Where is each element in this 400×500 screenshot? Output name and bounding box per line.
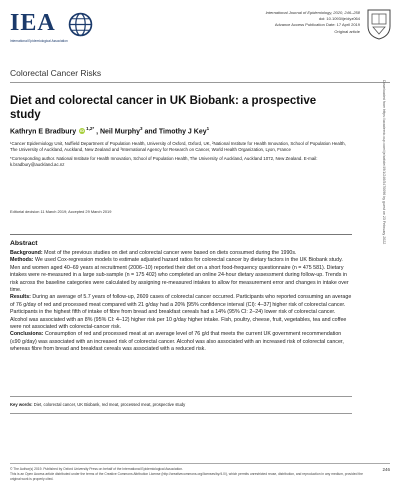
license-notice: This is an Open Access article distributed under the terms of the Creative Commons Attribution License (http://creativecommons.org/licenses/by/4.0/), which permits unrestricted reuse, distribution, and reproduction in any medium, provided the original work is properly cited. — [10, 471, 363, 481]
orcid-icon[interactable]: iD — [80, 128, 85, 134]
divider — [10, 82, 390, 83]
corresponding-marker: * — [92, 126, 95, 131]
abstract-label: Methods: — [10, 257, 34, 264]
divider — [10, 396, 352, 397]
page-footer — [10, 467, 370, 481]
abstract-label: Results: — [10, 294, 31, 301]
keywords-text: Diet, colorectal cancer, UK Biobank, red meat, processed meat, prospective study — [33, 402, 186, 407]
article-type: Original article — [334, 28, 360, 34]
download-note: Downloaded from https://academic.oup.com/ije/article/49/1/246/5470096 by guest on 23 February 2022 — [382, 80, 386, 245]
divider — [10, 234, 352, 235]
divider — [10, 413, 352, 414]
page-header — [10, 8, 390, 50]
author-separator: and — [144, 128, 159, 136]
abstract-text: Consumption of red and processed meat at an average level of 76 g/d that meets the current UK government recommendation (≤90 g/day) was associated with an increased risk of colorectal cancer. Alcohol was also associated with an increased risk of colorectal cancer, whereas fibre from bread and breakfast cereals was associated with a reduced risk. — [10, 331, 344, 353]
affiliation-text: ¹Cancer Epidemiology Unit, Nuffield Department of Population Health, University of Oxford, Oxford, UK, ²National Institute for Health Innovation, School of Population Health, The University of Auckland, Auckland, New Zealand and ³International Agency for Research on Cancer, World Health Organization, Lyon, France — [10, 141, 346, 153]
abstract-methods — [10, 257, 352, 294]
abstract-text: During an average of 5.7 years of follow-up, 2609 cases of colorectal cancer occurred. Participants who reported consuming an average of 76 g/day of red and processed meat compared with 21 g/day had a 20% [95% confidence interval (CI): 4–37] higher risk of colorectal cancer. Participants in the highest fifth of intake of fibre from bread and breakfast cereals had a 14% (95% CI: 2–24) lower risk of colorectal cancer. Alcohol was associated with an 8% (95% CI: 4–12) higher risk per 10 g/day higher intake. Fish, poultry, cheese, fruit, vegetables, tea and coffee were not associated with colorectal-cancer risk. — [10, 294, 352, 331]
iea-logo — [10, 10, 120, 48]
logo-subtext: International Epidemiological Association — [10, 39, 68, 43]
author-name[interactable]: Neil Murphy — [99, 128, 141, 136]
journal-name: International Journal of Epidemiology, 2020, 246–258 — [265, 10, 360, 15]
doi-link[interactable]: doi: 10.1093/ije/dyz064 — [318, 16, 360, 22]
publication-date: Advance Access Publication Date: 17 April 2019 — [274, 22, 360, 28]
affiliation-marker: 1 — [206, 126, 210, 131]
section-label: Colorectal Cancer Risks — [10, 68, 102, 78]
copyright-notice: © The Author(s) 2019. Published by Oxford University Press on behalf of the International Epidemiological Association. — [10, 467, 183, 471]
keywords — [10, 402, 352, 407]
abstract-text: We used Cox-regression models to estimate adjusted hazard ratios for colorectal cancer by dietary factors in the UK Biobank study. Men and women aged 40–69 years at recruitment (2006–10) reported their diet on a short food-frequency questionnaire (n = 475 581). Dietary intakes were re-measured in a large sub-sample (n = 175 402) who completed an online 24-hour dietary assessment during follow-up. Trends in risk across the baseline categories were calculated by assigning re-measured intakes to allow for measurement error and changes in intake over time. — [10, 257, 349, 294]
affiliation-marker: 1,2 — [86, 126, 93, 131]
keywords-label: Key words: — [10, 402, 33, 407]
abstract-heading: Abstract — [10, 240, 38, 247]
university-seal-icon — [366, 8, 392, 40]
abstract-results — [10, 294, 352, 331]
author-name[interactable]: Kathryn E Bradbury — [10, 128, 77, 136]
divider — [10, 463, 390, 464]
globe-icon — [68, 12, 93, 37]
author-list — [10, 126, 350, 135]
abstract-label: Background: — [10, 250, 43, 256]
abstract-conclusions — [10, 331, 352, 353]
affiliations — [10, 141, 352, 171]
logo-text: IEA — [10, 10, 56, 36]
abstract-text: Most of the previous studies on diet and colorectal cancer were based on diets consumed during the 1990s. — [44, 250, 297, 256]
abstract-body — [10, 250, 352, 354]
corresponding-author: *Corresponding author. National Institute for Health Innovation, School of Population Health, The University of Auckland, Auckland 1072, New Zealand. E-mail: k.bradbury@auckland.ac.nz — [10, 155, 318, 168]
affiliation-marker: 3 — [140, 126, 143, 131]
abstract-background — [10, 250, 352, 257]
author-name[interactable]: Timothy J Key — [158, 128, 207, 136]
article-title: Diet and colorectal cancer in UK Biobank: a prospective study — [10, 95, 317, 121]
page-number: 246 — [382, 467, 390, 472]
author-separator: , — [96, 128, 99, 136]
editorial-dates: Editorial decision 11 March 2019; Accepted 29 March 2019 — [10, 209, 112, 214]
abstract-label: Conclusions: — [10, 331, 44, 338]
journal-meta — [210, 10, 360, 35]
